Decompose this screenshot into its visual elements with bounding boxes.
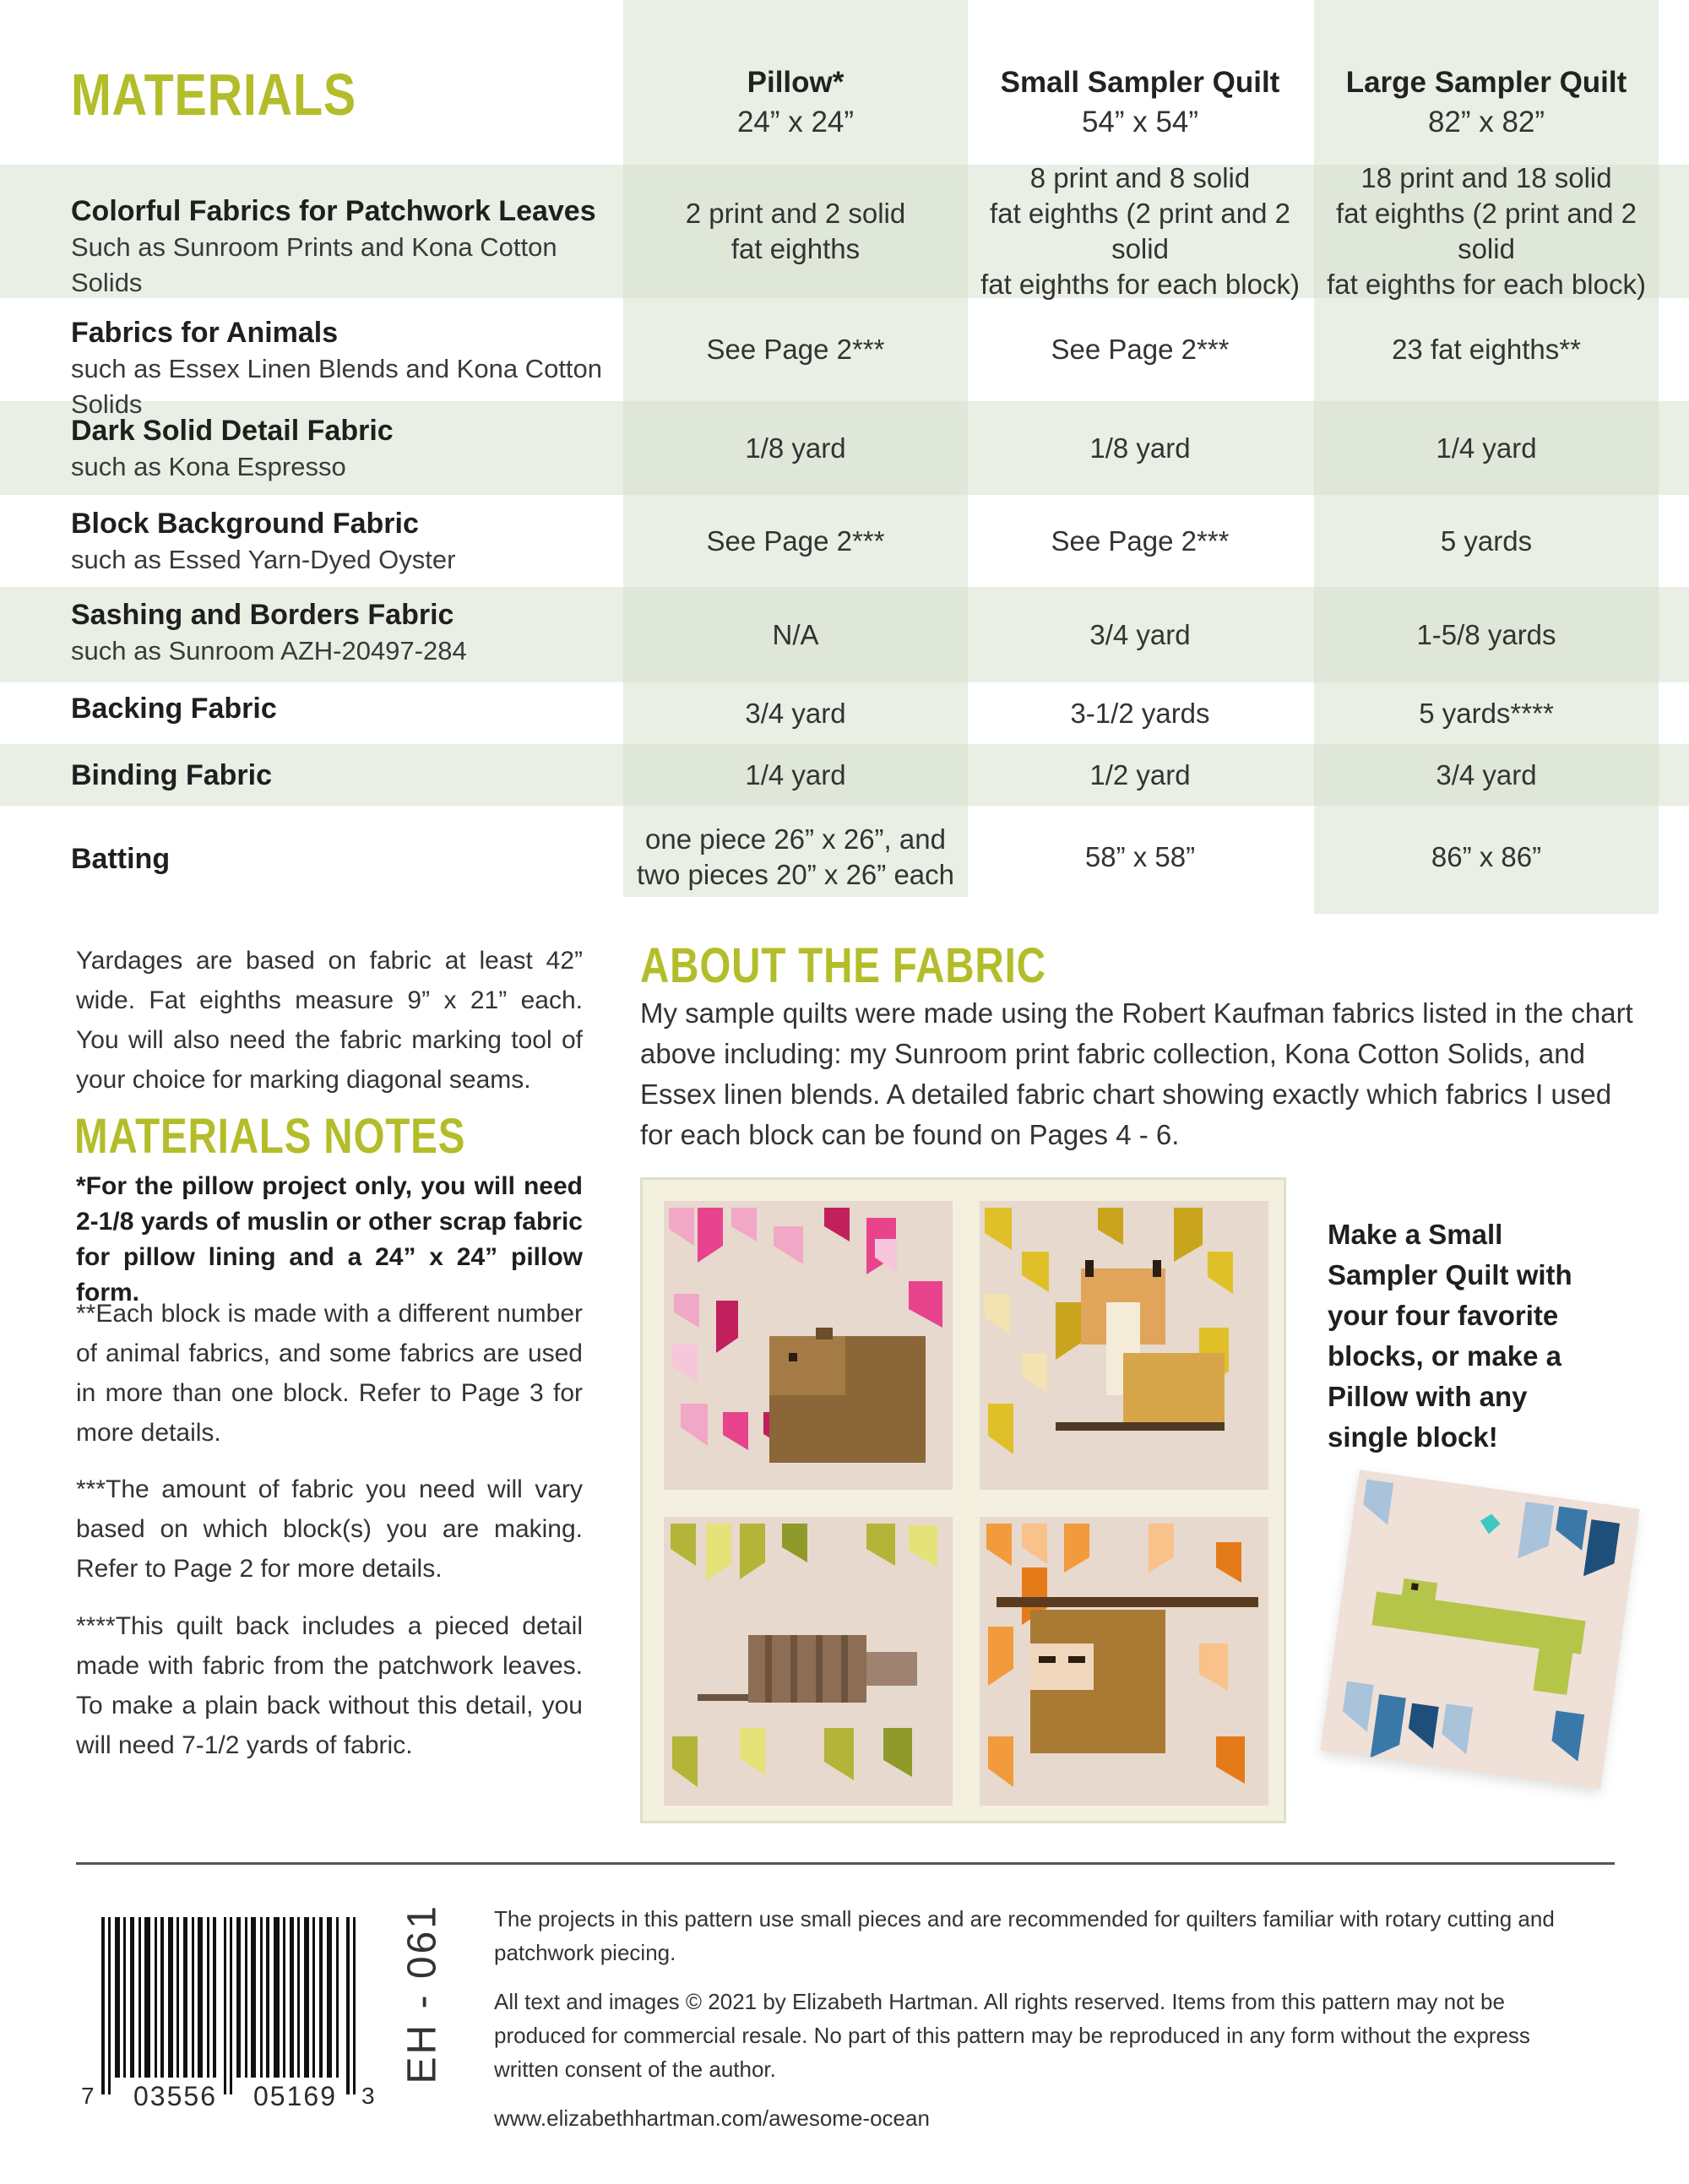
column-title: Large Sampler Quilt — [1345, 66, 1627, 99]
column-header-pillow — [623, 62, 968, 142]
cell: 5 yards — [1440, 524, 1533, 557]
row-subtitle: such as Sunroom AZH-20497-284 — [71, 636, 467, 666]
capybara-block — [664, 1201, 953, 1490]
note-pillow — [76, 1169, 583, 1311]
cell: 1/2 yard — [1089, 758, 1191, 790]
cell: 23 fat eighths** — [1392, 334, 1581, 365]
cell: one piece 26” x 26”, and two pieces 20” x 26” each — [636, 823, 955, 890]
armadillo-illustration — [664, 1517, 953, 1806]
row-title: Binding Fabric — [71, 759, 272, 791]
barcode-digits-left: 03556 — [133, 2081, 217, 2111]
row-subtitle: Such as Sunroom Prints and Kona Cotton Solids — [71, 232, 557, 297]
column-header-large-sampler — [1314, 62, 1659, 142]
cell: See Page 2*** — [706, 334, 885, 365]
note-text: *For the pillow project only, you will need 2-1/8 yards of muslin or other scrap fabric for pillow lining and a 24” x 24” pillow form. — [76, 1172, 583, 1307]
row-label-background — [71, 505, 611, 578]
callout-text: Make a Small Sampler Quilt with your four favorite blocks, or make a Pillow with any single block! — [1328, 1219, 1572, 1453]
barcode — [81, 1917, 375, 2128]
column-header-small-sampler — [968, 62, 1312, 142]
cell: 3/4 yard — [1436, 758, 1537, 790]
row-title: Sashing and Borders Fabric — [71, 599, 454, 631]
row-title: Fabrics for Animals — [71, 317, 339, 349]
barcode-digit-last: 3 — [361, 2083, 375, 2109]
lynx-block — [980, 1201, 1268, 1490]
row-title: Colorful Fabrics for Patchwork Leaves — [71, 195, 596, 227]
about-fabric-text: My sample quilts were made using the Robert Kaufman fabrics listed in the chart above including: my Sunroom print fabric collection, Kona Cotton Solids, and Essex linen blends. A detailed fabric chart showing exactly which fabrics I used for each block can be found on Pages 4 - 6. — [640, 997, 1633, 1150]
lynx-illustration — [980, 1201, 1268, 1490]
row-title: Batting — [71, 843, 171, 875]
cell: 3/4 yard — [745, 698, 846, 729]
row-subtitle: such as Essed Yarn-Dyed Oyster — [71, 545, 456, 574]
row-subtitle: such as Essex Linen Blends and Kona Cotton Solids — [71, 354, 603, 419]
pattern-code: EH - 061 — [399, 1904, 445, 2084]
materials-notes-heading: MATERIALS NOTES — [74, 1109, 466, 1164]
yardage-note: Yardages are based on fabric at least 42” wide. Fat eighths measure 9” x 21” each. You will also need the fabric marking tool of your choice for marking diagonal seams. — [76, 947, 583, 1094]
row-title: Block Background Fabric — [71, 508, 419, 540]
cell: 8 print and 8 solid fat eighths (2 print and 2 solid fat eighths for each block) — [980, 162, 1300, 300]
cell: 1/8 yard — [745, 432, 846, 464]
column-size: 54” x 54” — [1081, 106, 1199, 139]
cell: See Page 2*** — [1051, 524, 1230, 557]
cell: 1/4 yard — [1436, 432, 1537, 464]
footer-divider — [76, 1862, 1615, 1865]
row-label-batting — [71, 840, 611, 877]
barcode-digits-right: 05169 — [253, 2081, 337, 2111]
note-quilt-back — [76, 1606, 583, 1765]
capybara-illustration — [664, 1201, 953, 1490]
cell: See Page 2*** — [706, 524, 885, 557]
column-title: Pillow* — [747, 66, 844, 99]
cell: 18 print and 18 solid fat eighths (2 print and 2 solid fat eighths for each block) — [1327, 162, 1646, 300]
barcode-bars — [93, 1917, 372, 2094]
sloth-illustration — [980, 1517, 1268, 1806]
note-text: **Each block is made with a different number of animal fabrics, and some fabrics are used in more than one block. Refer to Page 3 for more details. — [76, 1300, 583, 1447]
sloth-block — [980, 1517, 1268, 1806]
column-title: Small Sampler Quilt — [1000, 66, 1280, 99]
cell: See Page 2*** — [1051, 334, 1230, 365]
alligator-illustration — [1320, 1470, 1639, 1789]
cell: 3-1/2 yards — [1070, 698, 1210, 729]
barcode-digit-first: 7 — [81, 2083, 95, 2109]
sampler-quilt-image — [640, 1177, 1286, 1823]
about-fabric-heading: ABOUT THE FABRIC — [640, 938, 1046, 993]
cell: N/A — [772, 618, 819, 650]
cell: 58” x 58” — [1084, 841, 1196, 872]
cell: 1/8 yard — [1089, 432, 1191, 464]
row-label-dark-solid — [71, 412, 611, 485]
cell: 2 print and 2 solid fat eighths — [685, 198, 906, 264]
footer-skill-note: The projects in this pattern use small pieces and are recommended for quilters familiar with rotary cutting and patchwork piecing. — [494, 1906, 1555, 1965]
row-title: Backing Fabric — [71, 693, 277, 725]
column-size: 24” x 24” — [736, 106, 855, 139]
row-label-binding — [71, 757, 611, 794]
pillow-image — [1320, 1470, 1639, 1789]
row-label-sashing — [71, 596, 611, 669]
footer-url[interactable]: www.elizabethhartman.com/awesome-ocean — [494, 2105, 930, 2131]
cell: 1/4 yard — [745, 758, 846, 790]
row-subtitle: such as Kona Espresso — [71, 452, 346, 481]
row-title: Dark Solid Detail Fabric — [71, 415, 394, 447]
cell: 3/4 yard — [1089, 618, 1191, 650]
note-fabric-amount — [76, 1470, 583, 1589]
row-label-leaves — [71, 193, 611, 301]
materials-heading: MATERIALS — [71, 62, 356, 128]
note-text: ***The amount of fabric you need will vary based on which block(s) you are making. Refer to Page 2 for more details. — [76, 1475, 583, 1583]
note-animals — [76, 1294, 583, 1453]
armadillo-block — [664, 1517, 953, 1806]
cell: 86” x 86” — [1431, 841, 1542, 872]
row-label-backing — [71, 690, 611, 727]
row-label-animals — [71, 314, 611, 422]
column-size: 82” x 82” — [1427, 106, 1545, 139]
cell: 5 yards**** — [1419, 698, 1554, 729]
footer-copyright: All text and images © 2021 by Elizabeth Hartman. All rights reserved. Items from this pattern may not be produced for commercial resale. No part of this pattern may be reproduced in any form without the express written consent of the author. — [494, 1989, 1530, 2082]
note-text: ****This quilt back includes a pieced detail made with fabric from the patchwork leaves. To make a plain back without this detail, you will need 7-1/2 yards of fabric. — [76, 1612, 583, 1759]
cell: 1-5/8 yards — [1416, 618, 1556, 650]
